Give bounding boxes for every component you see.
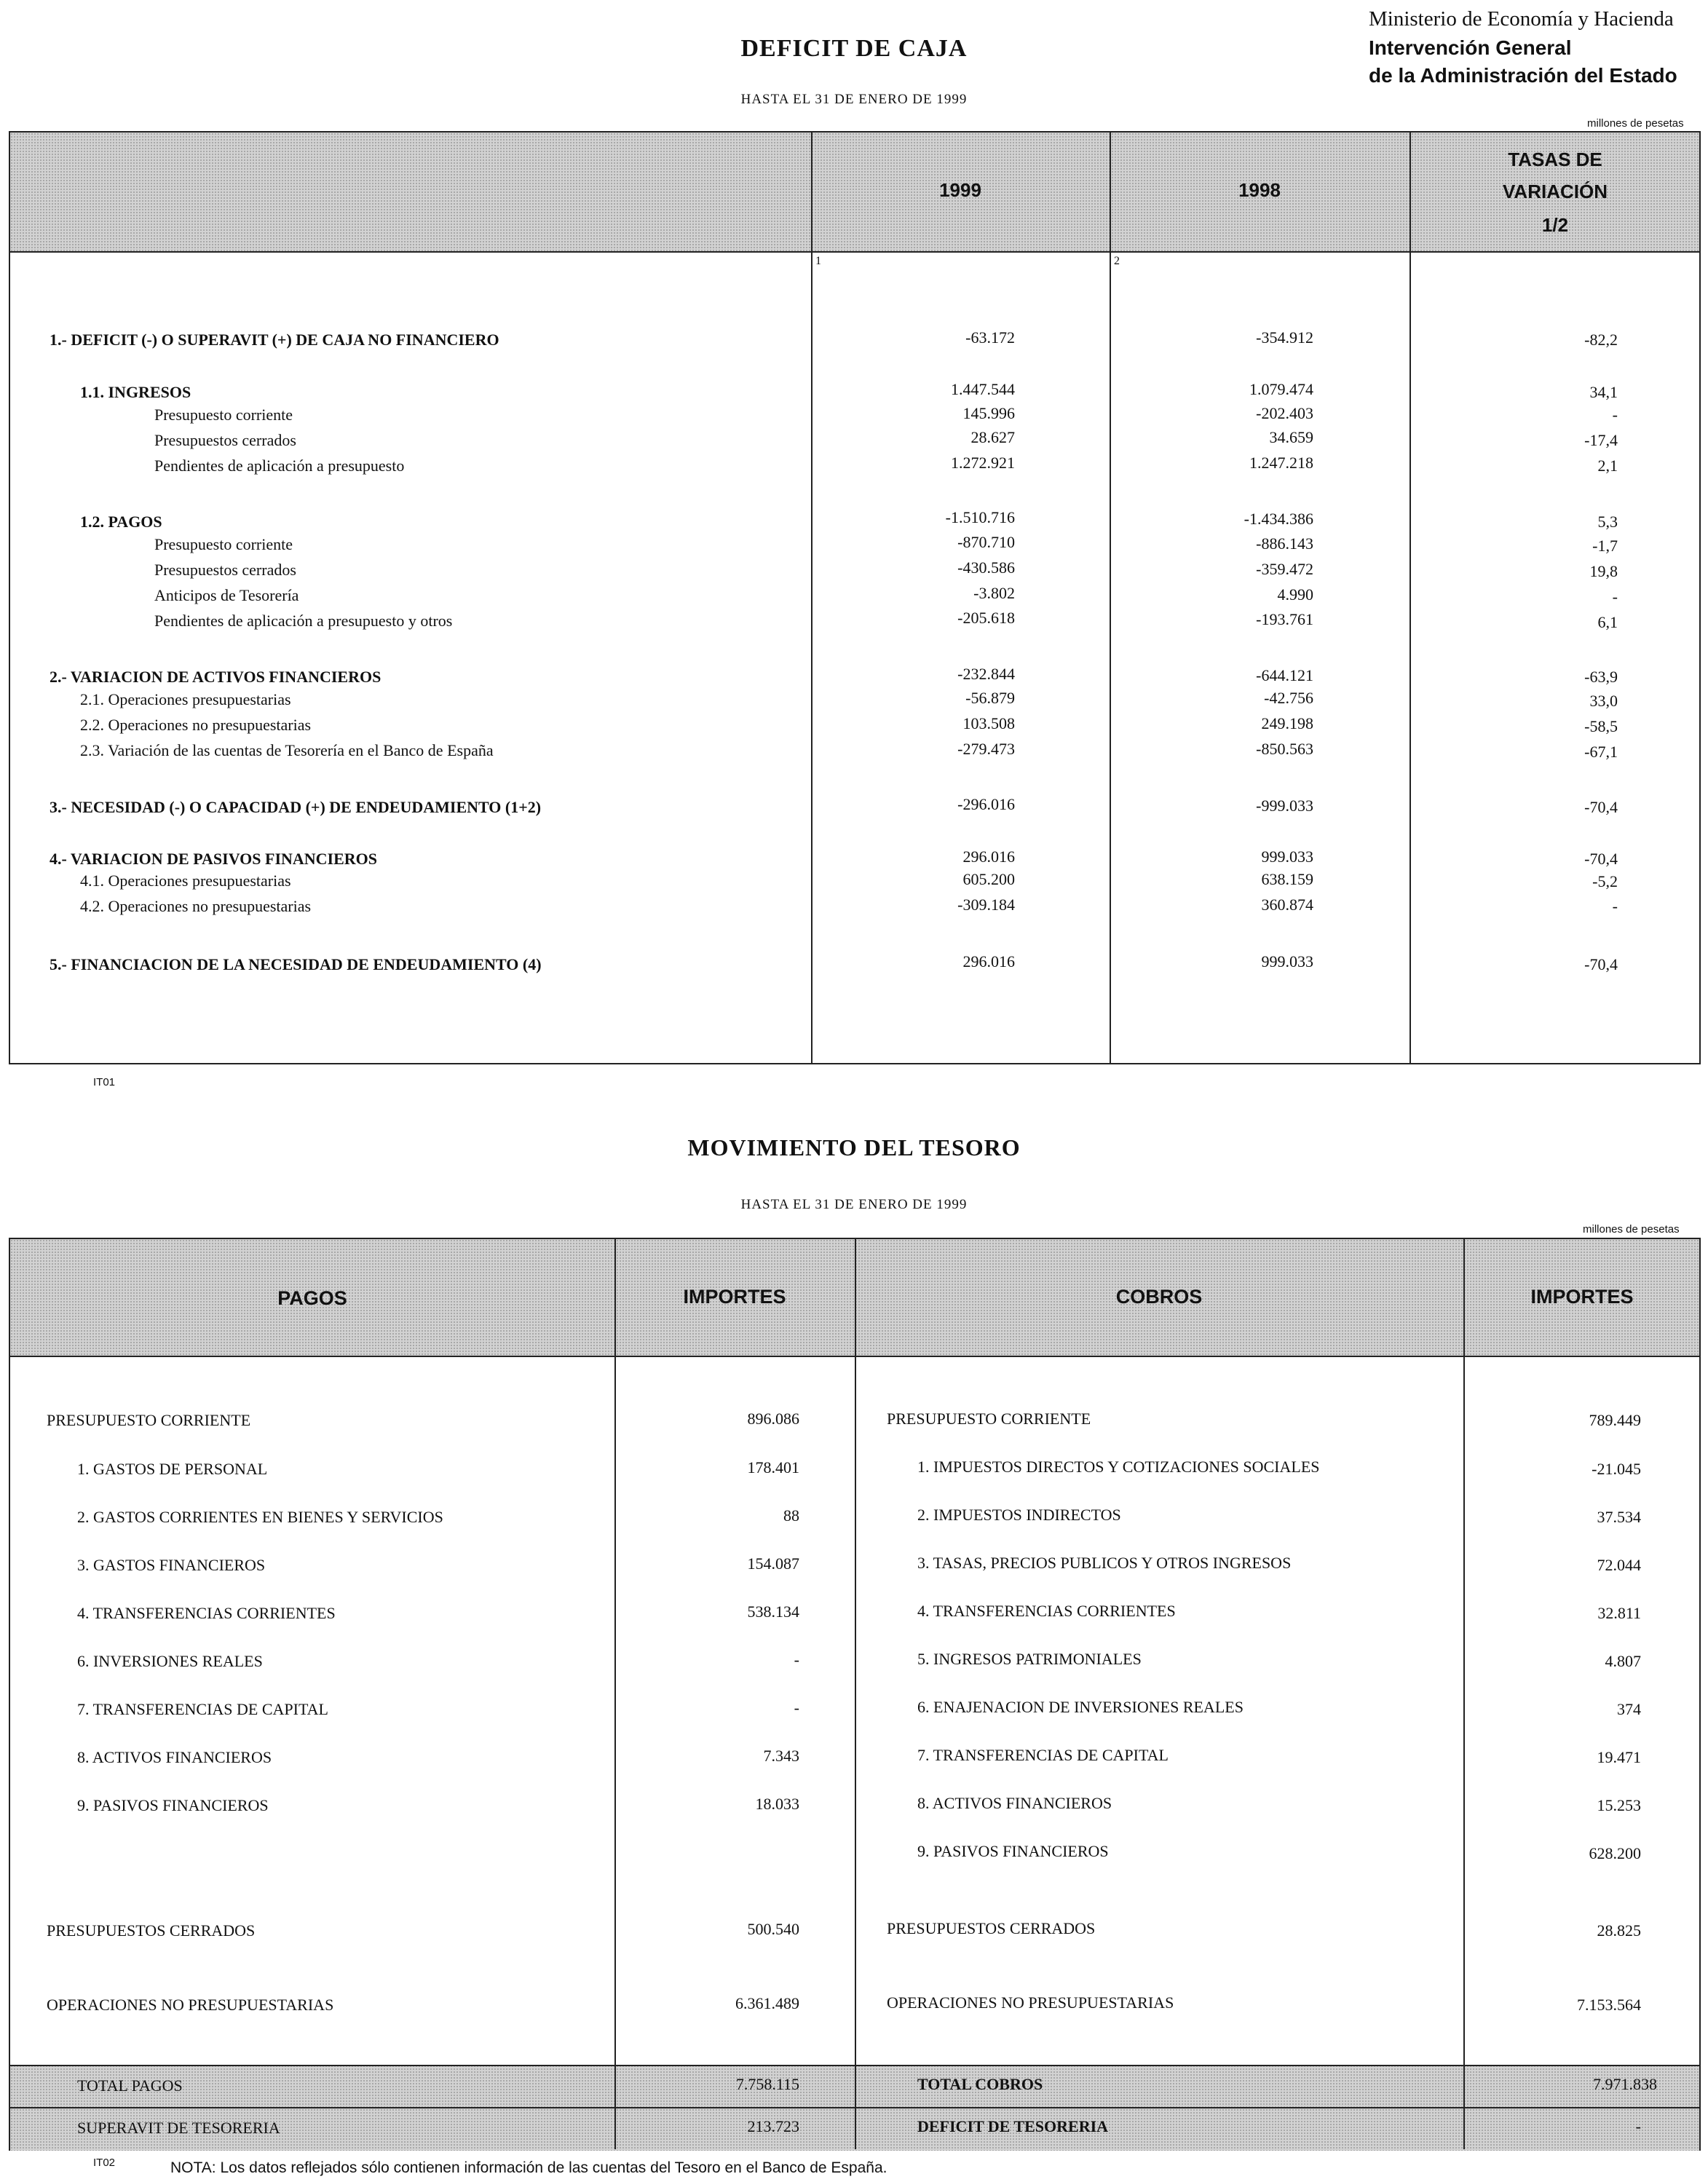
cobros-value: 72.044 (1597, 1556, 1641, 1574)
col-header-variacion: VARIACIÓN (1503, 181, 1608, 202)
total-pagos-label: TOTAL PAGOS (77, 2076, 183, 2095)
pagos-item: 7. TRANSFERENCIAS DE CAPITAL (77, 1700, 328, 1718)
row-label: 1.2. PAGOS (80, 513, 162, 531)
row-value-tasa: -70,4 (1584, 798, 1618, 816)
cobros-value: 37.534 (1597, 1508, 1641, 1526)
row-value-1998: -202.403 (1256, 404, 1313, 422)
row-label: Presupuestos cerrados (154, 561, 296, 579)
row-label: 2.- VARIACION DE ACTIVOS FINANCIEROS (50, 668, 381, 686)
row-value-tasa: -82,2 (1584, 331, 1618, 349)
row-value-1998: -850.563 (1256, 740, 1313, 758)
tesoro-table (9, 1238, 1701, 2151)
row-value-1998: 4.990 (1277, 585, 1313, 604)
total-cobros-value: 7.971.838 (1593, 2075, 1657, 2093)
row-value-1999: 296.016 (962, 847, 1015, 866)
row-value-tasa: - (1612, 406, 1618, 424)
row-label: Pendientes de aplicación a presupuesto (154, 456, 405, 475)
row-value-1998: 249.198 (1261, 714, 1313, 732)
row-value-1998: -644.121 (1256, 666, 1313, 684)
row-value-1998: 999.033 (1261, 847, 1313, 866)
cobros-item: 1. IMPUESTOS DIRECTOS Y COTIZACIONES SOCIALES (917, 1458, 1320, 1476)
pagos-item: PRESUPUESTOS CERRADOS (47, 1921, 256, 1940)
pagos-item: PRESUPUESTO CORRIENTE (47, 1411, 251, 1429)
cobros-value: 628.200 (1589, 1844, 1641, 1862)
row-value-1999: 296.016 (962, 952, 1015, 971)
row-label: Pendientes de aplicación a presupuesto y otros (154, 612, 453, 630)
cobros-item: 7. TRANSFERENCIAS DE CAPITAL (917, 1746, 1169, 1764)
row-value-1999: -1.510.716 (945, 508, 1015, 526)
tesoro-table-code: IT02 (93, 2157, 116, 2169)
cobros-value: -21.045 (1592, 1460, 1641, 1478)
row-value-1999: -279.473 (957, 740, 1015, 758)
footnote: NOTA: Los datos reflejados sólo contienen información de las cuentas del Tesoro en el Banco de España. (170, 2159, 887, 2176)
row-label: 4.1. Operaciones presupuestarias (80, 871, 291, 890)
col-header-1998: 1998 (1238, 179, 1281, 201)
row-value-1998: -999.033 (1256, 796, 1313, 815)
deficit-subtitle: HASTA EL 31 DE ENERO DE 1999 (740, 92, 968, 107)
pagos-item: 8. ACTIVOS FINANCIEROS (77, 1748, 272, 1766)
ministry-name: Ministerio de Economía y Hacienda (1369, 7, 1674, 31)
row-value-1999: 28.627 (970, 428, 1015, 446)
pagos-value: 88 (783, 1506, 799, 1525)
row-value-1998: -42.756 (1264, 689, 1313, 707)
deficit-title: DEFICIT DE CAJA (740, 35, 968, 62)
row-value-1999: -63.172 (965, 328, 1015, 347)
row-value-1998: 999.033 (1261, 952, 1313, 971)
cobros-value: 789.449 (1589, 1411, 1641, 1429)
pagos-value: - (794, 1651, 799, 1669)
cobros-item: 8. ACTIVOS FINANCIEROS (917, 1794, 1112, 1812)
pagos-value: 538.134 (747, 1602, 799, 1621)
row-value-1999: -205.618 (957, 609, 1015, 627)
superavit-label: SUPERAVIT DE TESORERIA (77, 2119, 280, 2137)
deficit-units: millones de pesetas (1587, 117, 1684, 130)
col-header-tasas: TASAS DE (1508, 149, 1602, 170)
col-header-ratio: 1/2 (1541, 214, 1569, 236)
org-name-line2: de la Administración del Estado (1369, 64, 1677, 87)
pagos-item: 4. TRANSFERENCIAS CORRIENTES (77, 1604, 336, 1622)
deficit-tesoreria-value: - (1635, 2117, 1641, 2135)
row-label: Presupuesto corriente (154, 406, 293, 424)
cobros-item: OPERACIONES NO PRESUPUESTARIAS (887, 1993, 1174, 2012)
row-value-tasa: -70,4 (1584, 955, 1618, 973)
cobros-item: 2. IMPUESTOS INDIRECTOS (917, 1506, 1121, 1524)
cobros-value: 28.825 (1597, 1921, 1641, 1940)
row-value-tasa: -1,7 (1592, 537, 1618, 555)
row-label: Anticipos de Tesorería (154, 586, 299, 604)
row-value-1999: -296.016 (957, 795, 1015, 813)
row-value-tasa: -58,5 (1584, 717, 1618, 735)
cobros-item: 3. TASAS, PRECIOS PUBLICOS Y OTROS INGRESOS (917, 1554, 1292, 1572)
column-marker-2: 2 (1114, 255, 1120, 267)
row-value-1998: -1.434.386 (1244, 510, 1313, 528)
row-value-1999: 103.508 (962, 714, 1015, 732)
row-label: 3.- NECESIDAD (-) O CAPACIDAD (+) DE ENDEUDAMIENTO (1+2) (50, 798, 542, 816)
cobros-item: 5. INGRESOS PATRIMONIALES (917, 1650, 1142, 1668)
pagos-value: 7.343 (763, 1747, 799, 1765)
row-value-1999: -3.802 (973, 584, 1015, 602)
row-value-1999: 145.996 (962, 404, 1015, 422)
row-value-1999: 1.272.921 (951, 454, 1015, 472)
row-value-1999: 1.447.544 (951, 380, 1015, 398)
row-value-1998: -886.143 (1256, 534, 1313, 553)
row-label: Presupuestos cerrados (154, 431, 296, 449)
pagos-value: 18.033 (755, 1795, 799, 1813)
row-value-1998: 638.159 (1261, 870, 1313, 888)
col-header-pagos: PAGOS (277, 1287, 347, 1309)
cobros-value: 15.253 (1597, 1796, 1641, 1814)
tesoro-subtitle: HASTA EL 31 DE ENERO DE 1999 (740, 1197, 968, 1212)
row-label: 4.2. Operaciones no presupuestarias (80, 897, 312, 915)
pagos-item: 3. GASTOS FINANCIEROS (77, 1556, 266, 1574)
row-value-tasa: 2,1 (1597, 456, 1618, 475)
row-label: 5.- FINANCIACION DE LA NECESIDAD DE ENDEUDAMIENTO (4) (50, 955, 542, 973)
total-cobros-label: TOTAL COBROS (917, 2075, 1043, 2093)
cobros-value: 4.807 (1605, 1652, 1641, 1670)
cobros-value: 7.153.564 (1577, 1996, 1641, 2014)
tesoro-units: millones de pesetas (1583, 1223, 1680, 1236)
deficit-tesoreria-label: DEFICIT DE TESORERIA (917, 2117, 1109, 2135)
row-value-tasa: -17,4 (1584, 431, 1618, 449)
row-label: 1.1. INGRESOS (80, 383, 191, 401)
cobros-item: PRESUPUESTOS CERRADOS (887, 1919, 1096, 1937)
row-value-1998: -359.472 (1256, 560, 1313, 578)
superavit-value: 213.723 (747, 2117, 799, 2135)
pagos-item: 6. INVERSIONES REALES (77, 1652, 263, 1670)
row-value-tasa: -67,1 (1584, 743, 1618, 761)
col-header-importes-cobros: IMPORTES (1530, 1286, 1634, 1308)
pagos-value: 896.086 (747, 1410, 799, 1428)
pagos-value: - (794, 1699, 799, 1717)
col-header-1999: 1999 (939, 179, 981, 201)
row-value-1998: 1.247.218 (1249, 454, 1313, 472)
row-value-1998: -193.761 (1256, 610, 1313, 628)
row-value-1998: 1.079.474 (1249, 380, 1313, 398)
cobros-value: 374 (1617, 1700, 1641, 1718)
pagos-item: 2. GASTOS CORRIENTES EN BIENES Y SERVICIOS (77, 1508, 443, 1526)
col-header-cobros: COBROS (1115, 1286, 1203, 1308)
pagos-item: 1. GASTOS DE PERSONAL (77, 1460, 268, 1478)
row-value-1998: 34.659 (1269, 428, 1313, 446)
deficit-table (9, 131, 1701, 1064)
row-value-tasa: 5,3 (1597, 513, 1618, 531)
row-label: 2.3. Variación de las cuentas de Tesorería en el Banco de España (80, 741, 494, 759)
tesoro-title: MOVIMIENTO DEL TESORO (687, 1134, 1021, 1161)
row-label: Presupuesto corriente (154, 535, 293, 553)
cobros-item: 4. TRANSFERENCIAS CORRIENTES (917, 1602, 1176, 1620)
row-value-tasa: 19,8 (1589, 562, 1618, 580)
row-value-1999: -430.586 (957, 558, 1015, 577)
column-marker-1: 1 (815, 255, 821, 267)
pagos-item: OPERACIONES NO PRESUPUESTARIAS (47, 1996, 334, 2014)
row-value-tasa: -63,9 (1584, 668, 1618, 686)
row-value-1998: 360.874 (1261, 896, 1313, 914)
col-header-importes-pagos: IMPORTES (683, 1286, 786, 1308)
row-value-tasa: -70,4 (1584, 850, 1618, 868)
pagos-value: 500.540 (747, 1920, 799, 1938)
row-value-1999: 605.200 (962, 870, 1015, 888)
row-label: 4.- VARIACION DE PASIVOS FINANCIEROS (50, 850, 378, 868)
row-value-tasa: - (1612, 588, 1618, 606)
pagos-value: 178.401 (747, 1458, 799, 1477)
row-label: 2.1. Operaciones presupuestarias (80, 690, 291, 708)
pagos-item: 9. PASIVOS FINANCIEROS (77, 1796, 269, 1814)
row-value-1999: -309.184 (957, 896, 1015, 914)
row-value-1999: -56.879 (965, 689, 1015, 707)
pagos-value: 154.087 (747, 1554, 799, 1573)
org-name-line1: Intervención General (1369, 36, 1572, 59)
row-value-tasa: 33,0 (1589, 692, 1618, 710)
row-value-1999: -232.844 (957, 665, 1015, 683)
cobros-value: 32.811 (1597, 1604, 1641, 1622)
pagos-value: 6.361.489 (735, 1994, 799, 2012)
cobros-value: 19.471 (1597, 1748, 1641, 1766)
deficit-table-code: IT01 (93, 1076, 116, 1088)
row-label: 2.2. Operaciones no presupuestarias (80, 716, 312, 734)
cobros-item: 9. PASIVOS FINANCIEROS (917, 1842, 1109, 1860)
row-value-tasa: 34,1 (1589, 383, 1618, 401)
row-value-tasa: -5,2 (1592, 872, 1618, 890)
row-label: 1.- DEFICIT (-) O SUPERAVIT (+) DE CAJA NO FINANCIERO (50, 331, 499, 349)
cobros-item: PRESUPUESTO CORRIENTE (887, 1410, 1091, 1428)
cobros-item: 6. ENAJENACION DE INVERSIONES REALES (917, 1698, 1244, 1716)
total-pagos-value: 7.758.115 (735, 2075, 799, 2093)
row-value-tasa: 6,1 (1597, 613, 1618, 631)
row-value-1999: -870.710 (957, 533, 1015, 551)
row-value-tasa: - (1612, 897, 1618, 915)
row-value-1998: -354.912 (1256, 328, 1313, 347)
